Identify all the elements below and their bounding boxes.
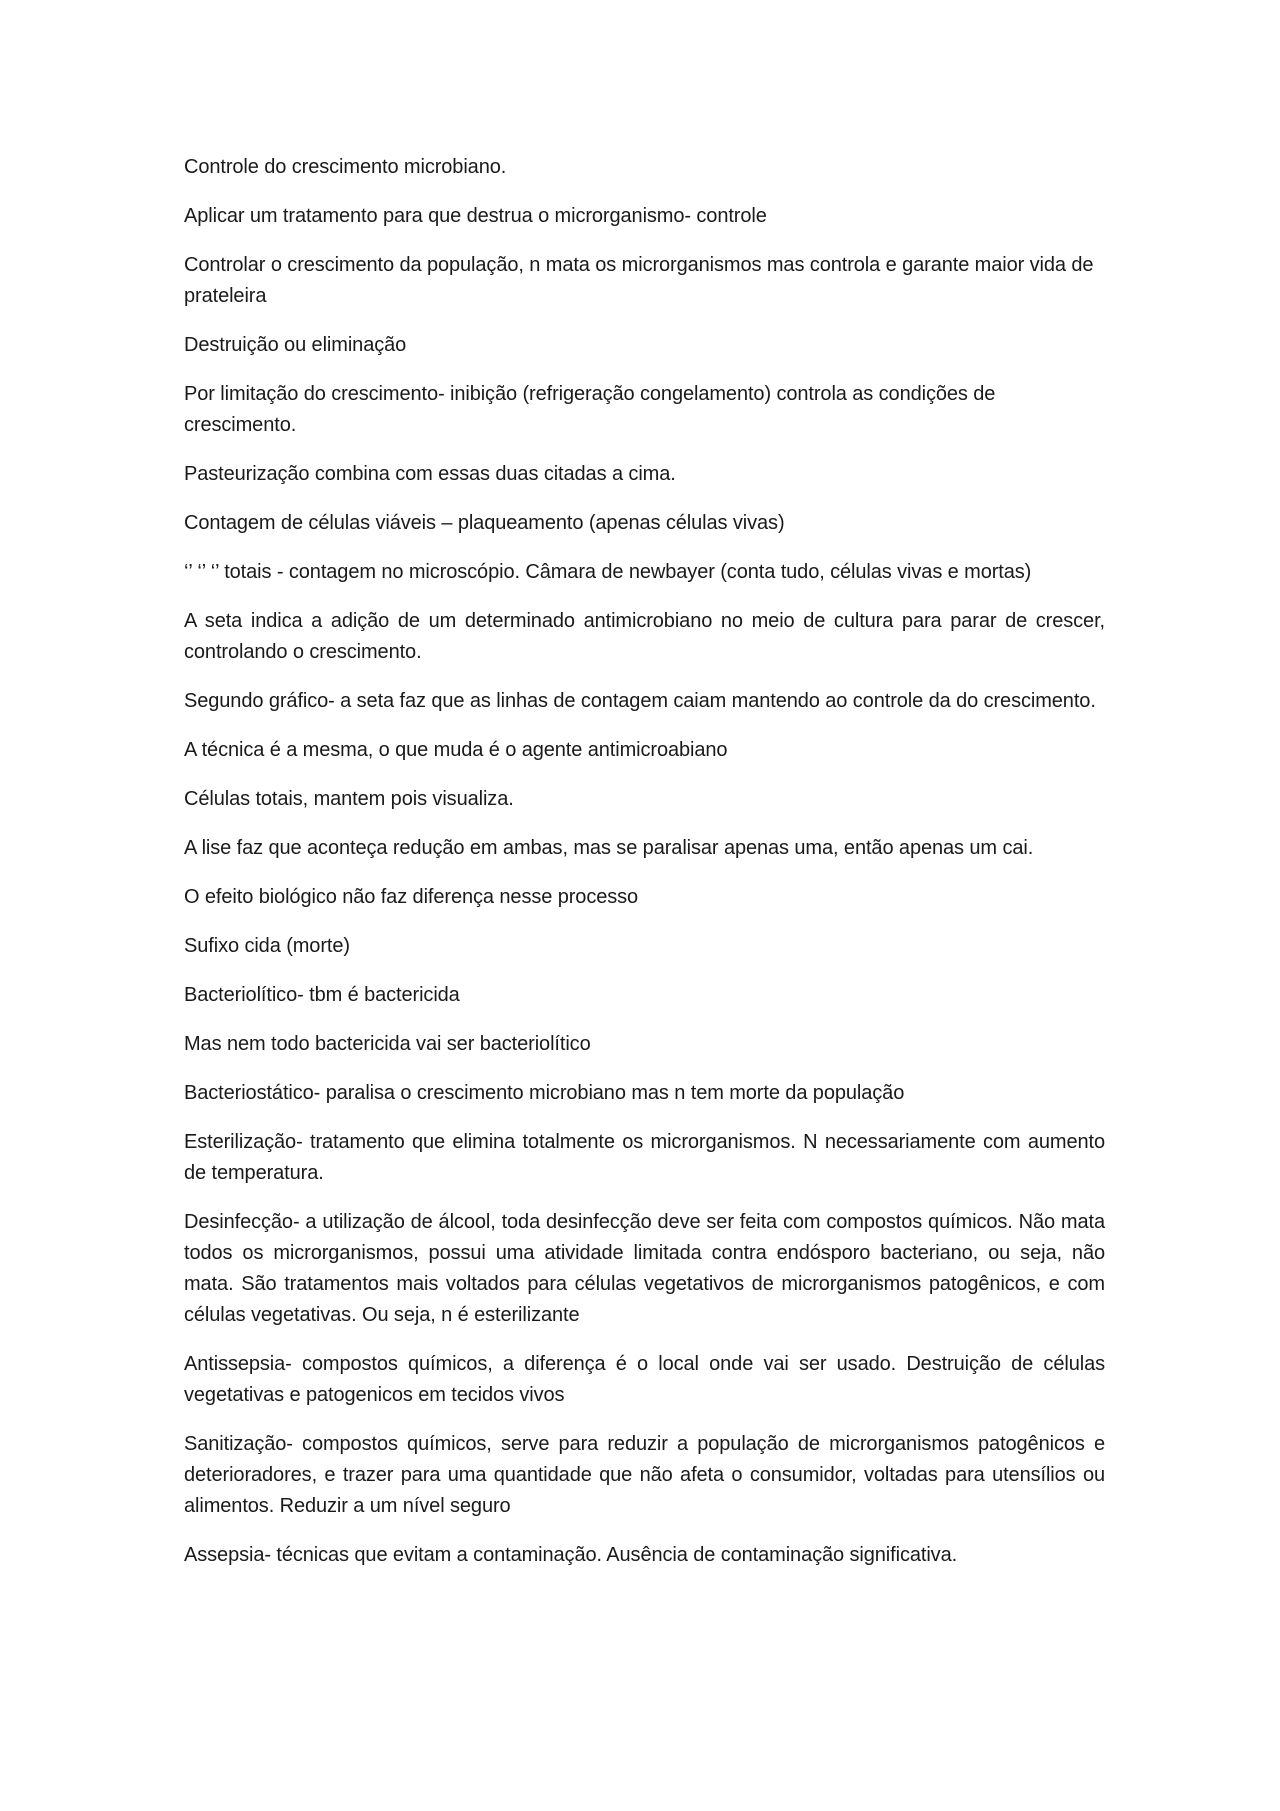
paragraph: Assepsia- técnicas que evitam a contaminação. Ausência de contaminação significativa. (184, 1544, 958, 1566)
paragraph: Segundo gráfico- a seta faz que as linhas de contagem caiam mantendo ao controle da do crescimento. (184, 690, 1096, 712)
paragraph: Antissepsia- compostos químicos, a diferença é o local onde vai ser usado. Destruição de células vegetativas e patogenicos em tecidos vivos (184, 1353, 1105, 1406)
paragraph: Sanitização- compostos químicos, serve para reduzir a população de microrganismos patogênicos e deterioradores, e trazer para uma quantidade que não afeta o consumidor, voltadas para utensílios ou alimentos. Reduzir a um nível seguro (184, 1433, 1105, 1517)
paragraph: Controlar o crescimento da população, n mata os microrganismos mas controla e garante maior vida de prateleira (184, 254, 1094, 307)
paragraph: Mas nem todo bactericida vai ser bacteriolítico (184, 1033, 591, 1055)
paragraph: Células totais, mantem pois visualiza. (184, 788, 514, 810)
paragraph-title: Controle do crescimento microbiano. (184, 156, 507, 178)
paragraph: Por limitação do crescimento- inibição (refrigeração congelamento) controla as condições de crescimento. (184, 383, 996, 436)
paragraph: Bacteriolítico- tbm é bactericida (184, 984, 460, 1006)
paragraph: Sufixo cida (morte) (184, 935, 350, 957)
paragraph: O efeito biológico não faz diferença nesse processo (184, 886, 639, 908)
paragraph: Pasteurização combina com essas duas citadas a cima. (184, 463, 676, 485)
paragraph: Desinfecção- a utilização de álcool, toda desinfecção deve ser feita com compostos químicos. Não mata todos os microrganismos, possui uma atividade limitada contra endósporo bacteriano, ou seja, não mata. São tratamentos mais voltados para células vegetativos de microrganismos patogênicos, e com células vegetativas. Ou seja, n é esterilizante (184, 1211, 1105, 1326)
paragraph: A lise faz que aconteça redução em ambas, mas se paralisar apenas uma, então apenas um cai. (184, 837, 1034, 859)
paragraph: Bacteriostático- paralisa o crescimento microbiano mas n tem morte da população (184, 1082, 905, 1104)
paragraph: A técnica é a mesma, o que muda é o agente antimicroabiano (184, 739, 728, 761)
paragraph: Destruição ou eliminação (184, 334, 407, 356)
paragraph: Aplicar um tratamento para que destrua o microrganismo- controle (184, 205, 767, 227)
paragraph: A seta indica a adição de um determinado antimicrobiano no meio de cultura para parar de crescer, controlando o crescimento. (184, 610, 1105, 663)
paragraph: ‘’ ‘’ ‘’ totais - contagem no microscópio. Câmara de newbayer (conta tudo, células vivas e mortas) (184, 561, 1032, 583)
paragraph: Esterilização- tratamento que elimina totalmente os microrganismos. N necessariamente com aumento de temperatura. (184, 1131, 1105, 1184)
paragraph: Contagem de células viáveis – plaqueamento (apenas células vivas) (184, 512, 785, 534)
